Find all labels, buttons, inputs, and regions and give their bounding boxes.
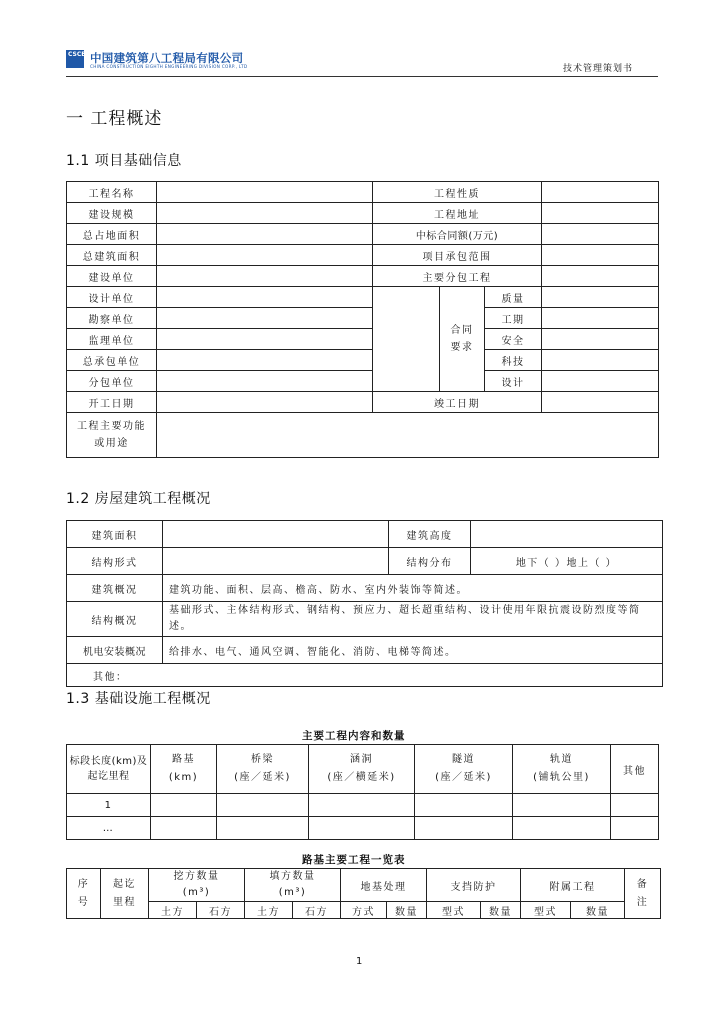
cell-label: 项目承包范围	[373, 245, 542, 266]
table-caption: 主要工程内容和数量	[302, 730, 406, 742]
company-name: 中国建筑第八工程局有限公司	[90, 51, 244, 65]
col-header	[513, 745, 611, 794]
contract-req-label: 合同要求	[440, 287, 485, 392]
row-number: 1	[67, 794, 151, 817]
cell-label: 建筑面积	[67, 521, 163, 548]
table-row	[67, 548, 663, 575]
structure-form-value	[163, 548, 389, 575]
cell-label: 设计单位	[67, 287, 157, 308]
sub-header: 型式	[521, 902, 571, 919]
table-row	[67, 602, 663, 637]
table-row	[67, 203, 659, 224]
table-row	[67, 794, 659, 817]
building-height-value	[471, 521, 663, 548]
col-header: 备注	[625, 869, 661, 919]
cell-label: 建设单位	[67, 266, 157, 287]
table-row	[67, 245, 659, 266]
project-nature-value	[542, 182, 659, 203]
tunnel-label: 隧道	[452, 754, 475, 765]
table-row	[67, 392, 659, 413]
cell-label: 工程名称	[67, 182, 157, 203]
sub-header: 方式	[341, 902, 387, 919]
cell-label: 科技	[485, 350, 542, 371]
general-contractor-value	[157, 350, 373, 371]
cell-label: 主要分包工程	[373, 266, 542, 287]
sub-header: 数量	[387, 902, 427, 919]
supervisor-value	[157, 329, 373, 350]
roadbed-label: 路基	[172, 754, 195, 765]
table-subheader-row	[67, 902, 661, 919]
scope-value	[542, 245, 659, 266]
bridge-unit: (座／延米)	[234, 772, 291, 783]
bridge-label: 桥梁	[251, 754, 274, 765]
page-number: 1	[356, 956, 363, 967]
track-unit: (铺轨公里)	[533, 772, 590, 783]
table-row	[67, 371, 659, 392]
cell-label: 竣工日期	[373, 392, 542, 413]
cell-label: 建筑概况	[67, 575, 163, 602]
safety-value	[542, 329, 659, 350]
table-row	[67, 329, 659, 350]
arch-desc: 建筑功能、面积、层高、檐高、防水、室内外装饰等简述。	[163, 575, 663, 602]
designer-value	[157, 287, 373, 308]
cell-label: 工期	[485, 308, 542, 329]
cell-label: 结构形式	[67, 548, 163, 575]
col-header	[415, 745, 513, 794]
function-value	[157, 413, 659, 458]
floors-value: 地下（ ）地上（ ）	[471, 548, 663, 575]
mep-desc: 给排水、电气、通风空调、智能化、消防、电梯等简述。	[163, 637, 663, 664]
contract-req-blank	[373, 287, 440, 392]
col-header	[149, 869, 245, 902]
section-title: 一 工程概述	[66, 109, 163, 129]
table-row	[67, 182, 659, 203]
cell-label: 机电安装概况	[67, 637, 163, 664]
header-divider	[66, 76, 658, 77]
building-area-value	[163, 521, 389, 548]
surveyor-value	[157, 308, 373, 329]
table-row	[67, 817, 659, 840]
other-label: 其他：	[67, 664, 663, 687]
sub-header: 土方	[245, 902, 293, 919]
section-1-2-title: 1.2 房屋建筑工程概况	[66, 491, 211, 507]
table-row	[67, 224, 659, 245]
table-row	[67, 287, 659, 308]
contract-amount-value	[542, 224, 659, 245]
culvert-unit: (座／横延米)	[327, 772, 396, 783]
cell-label: 设计	[485, 371, 542, 392]
cell-label: 工程主要功能或用途	[67, 413, 157, 458]
row-ellipsis: …	[67, 817, 151, 840]
col-header: 地基处理	[341, 869, 427, 902]
sub-header: 数量	[571, 902, 625, 919]
table-caption: 路基主要工程一览表	[302, 854, 406, 866]
col-header: 其他	[611, 745, 659, 794]
table-row	[67, 266, 659, 287]
cell-label: 工程地址	[373, 203, 542, 224]
table-row	[67, 664, 663, 687]
cell-label: 建筑高度	[389, 521, 471, 548]
col-header	[217, 745, 309, 794]
design-value	[542, 371, 659, 392]
sub-header: 土方	[149, 902, 197, 919]
cell-label: 开工日期	[67, 392, 157, 413]
table-row	[67, 637, 663, 664]
table-header-row	[67, 745, 659, 794]
cell-label: 中标合同额(万元)	[373, 224, 542, 245]
start-date-value	[157, 392, 373, 413]
cell-label: 结构概况	[67, 602, 163, 637]
volume-unit: (m³)	[278, 887, 307, 898]
tunnel-unit: (座／延米)	[435, 772, 492, 783]
company-logo	[66, 50, 90, 68]
table-row	[67, 521, 663, 548]
sub-header: 石方	[293, 902, 341, 919]
cell-label: 建设规模	[67, 203, 157, 224]
col-header: 支挡防护	[427, 869, 521, 902]
address-value	[542, 203, 659, 224]
section-1-3-title: 1.3 基础设施工程概况	[66, 691, 211, 707]
project-info-table	[66, 181, 659, 458]
col-header	[309, 745, 415, 794]
table-row	[67, 413, 659, 458]
col-header: 标段长度(km)及起讫里程	[67, 745, 151, 794]
sub-header: 型式	[427, 902, 481, 919]
main-quantities-table	[66, 744, 659, 840]
table-header-row	[67, 869, 661, 902]
building-area-value	[157, 245, 373, 266]
table-row	[67, 350, 659, 371]
table-row	[67, 575, 663, 602]
sub-header: 数量	[481, 902, 521, 919]
cell-label: 工程性质	[373, 182, 542, 203]
cell-label: 总承包单位	[67, 350, 157, 371]
scale-value	[157, 203, 373, 224]
project-name-value	[157, 182, 373, 203]
cell-label: 安全	[485, 329, 542, 350]
building-overview-table	[66, 520, 663, 687]
fill-label: 填方数量	[269, 871, 316, 882]
quality-value	[542, 287, 659, 308]
table-row	[67, 308, 659, 329]
culvert-label: 涵洞	[350, 754, 373, 765]
land-area-value	[157, 224, 373, 245]
cell-label: 质量	[485, 287, 542, 308]
cell-label: 总建筑面积	[67, 245, 157, 266]
track-label: 轨道	[550, 754, 573, 765]
roadbed-quantities-table	[66, 868, 661, 919]
duration-value	[542, 308, 659, 329]
col-header: 序号	[67, 869, 101, 919]
company-name-en: CHINA CONSTRUCTION EIGHTH ENGINEERING DIVISION CORP., LTD	[90, 64, 248, 69]
sub-header: 石方	[197, 902, 245, 919]
subcontractor-value	[157, 371, 373, 392]
volume-unit: (m³)	[182, 887, 211, 898]
cell-label: 结构分布	[389, 548, 471, 575]
struct-desc: 基础形式、主体结构形式、钢结构、预应力、超长超重结构、设计使用年限抗震设防烈度等简述。	[163, 602, 663, 637]
cell-label: 分包单位	[67, 371, 157, 392]
owner-value	[157, 266, 373, 287]
cell-label: 监理单位	[67, 329, 157, 350]
logo-text: CSCEC	[68, 51, 90, 58]
col-header	[151, 745, 217, 794]
roadbed-unit: (km)	[168, 772, 199, 783]
col-header	[245, 869, 341, 902]
tech-value	[542, 350, 659, 371]
end-date-value	[542, 392, 659, 413]
col-header: 附属工程	[521, 869, 625, 902]
excavation-label: 挖方数量	[173, 871, 220, 882]
section-1-1-title: 1.1 项目基础信息	[66, 153, 182, 169]
col-header: 起讫里程	[101, 869, 149, 919]
subcontract-value	[542, 266, 659, 287]
cell-label: 勘察单位	[67, 308, 157, 329]
document-title: 技术管理策划书	[563, 64, 634, 74]
cell-label: 总占地面积	[67, 224, 157, 245]
